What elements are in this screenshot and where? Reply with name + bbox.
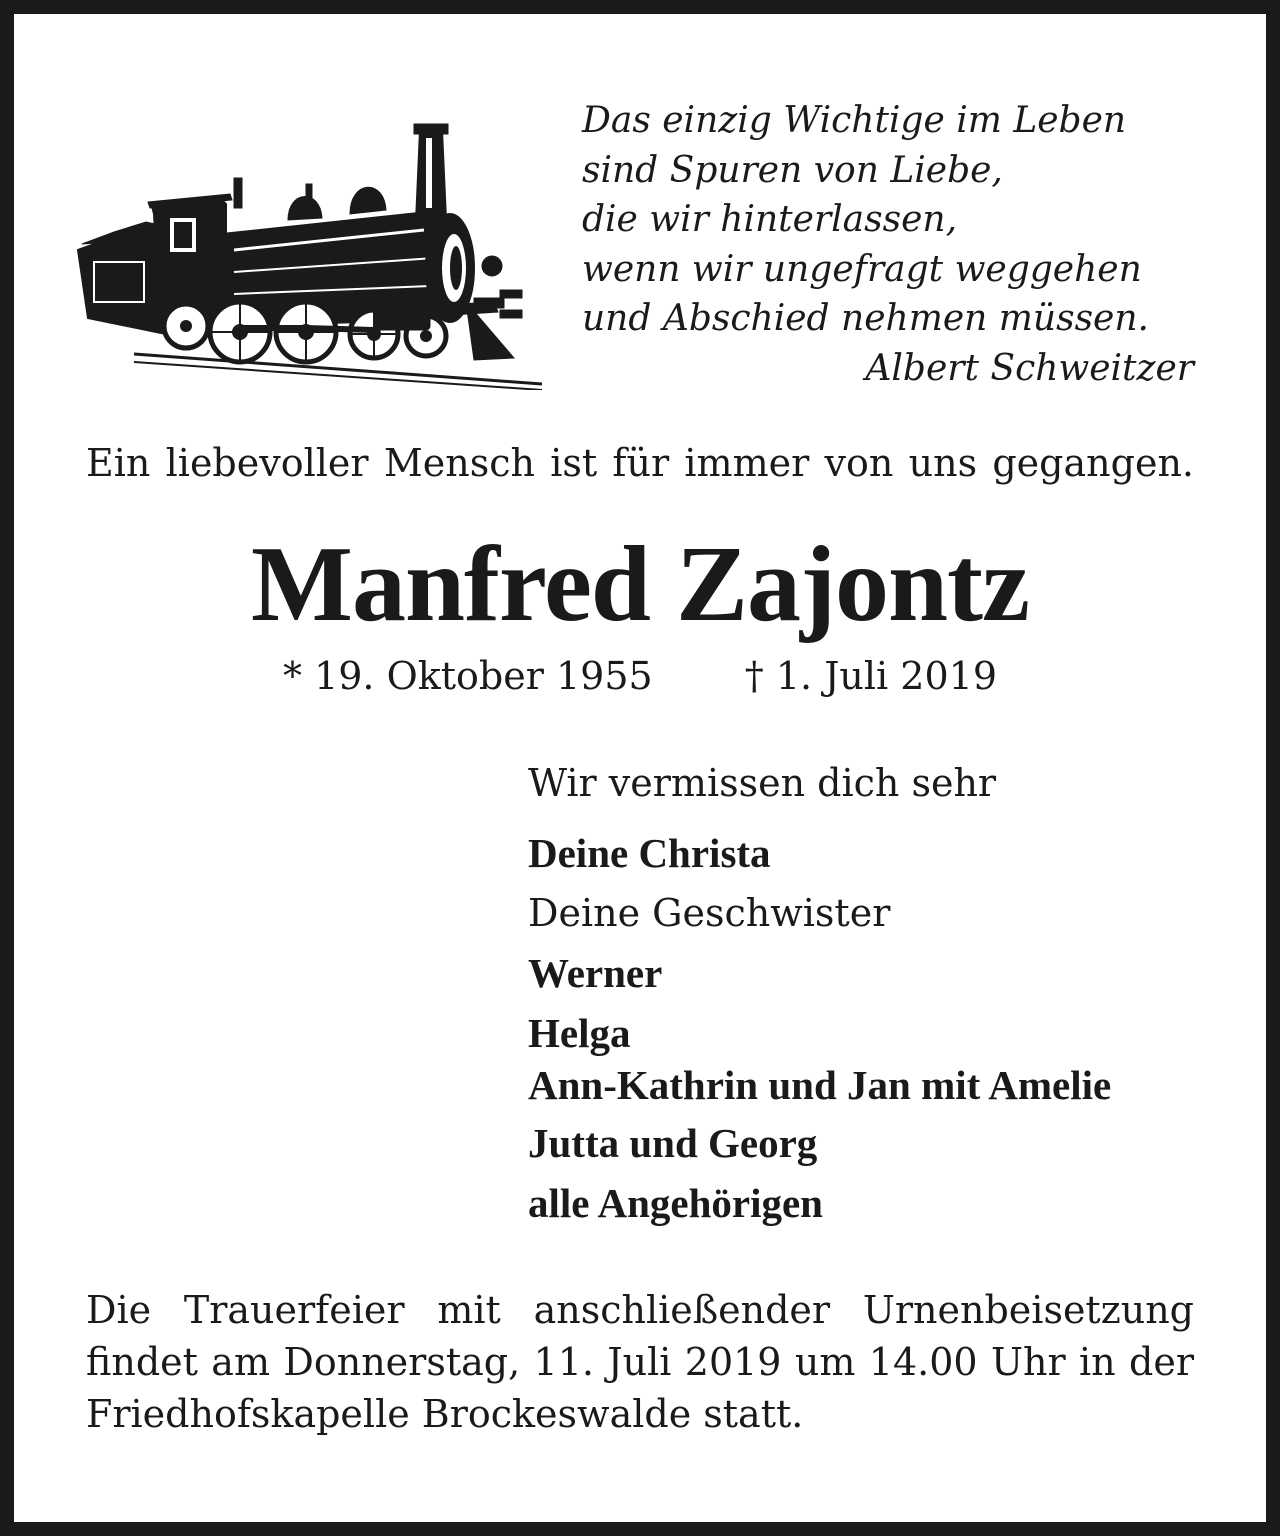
mourners-lead: Wir vermissen dich sehr (528, 761, 997, 805)
death-date: † 1. Juli 2019 (744, 654, 997, 698)
service-notice (86, 1284, 1194, 1440)
quote-line: Das einzig Wichtige im Leben (582, 100, 1127, 141)
mourner-sibling: Helga (528, 1010, 631, 1056)
quote-block (582, 96, 1194, 393)
siblings-label: Deine Geschwister (528, 891, 891, 935)
quote-line: die wir hinterlassen, (582, 199, 958, 240)
life-dates (0, 650, 1280, 702)
mourner-family: Jutta und Georg (528, 1120, 818, 1166)
quote-author: Albert Schweitzer (865, 347, 1194, 389)
quote-line: wenn wir ungefragt weggehen (582, 248, 1142, 290)
birth-date: * 19. Oktober 1955 (283, 654, 653, 698)
mourner-others: alle Angehörigen (528, 1180, 823, 1226)
service-line: findet am Donnerstag, 11. Juli 2019 um 14.00 Uhr in der (86, 1340, 1194, 1384)
mourner-family: Ann-Kathrin und Jan mit Amelie (528, 1062, 1112, 1108)
service-line: Friedhofskapelle Brockeswalde statt. (86, 1392, 804, 1436)
intro-text: Ein liebevoller Mensch ist für immer von uns gegangen. (86, 441, 1194, 485)
quote-line: sind Spuren von Liebe, (582, 149, 1003, 191)
quote-line: und Abschied nehmen müssen. (582, 298, 1149, 339)
service-line: Die Trauerfeier mit anschließender Urnenbeisetzung (86, 1288, 1194, 1332)
deceased-name: Manfred Zajontz (251, 525, 1029, 644)
mourner-sibling: Werner (528, 950, 663, 996)
steam-locomotive-icon (74, 122, 546, 390)
mourner-spouse: Deine Christa (528, 830, 771, 876)
